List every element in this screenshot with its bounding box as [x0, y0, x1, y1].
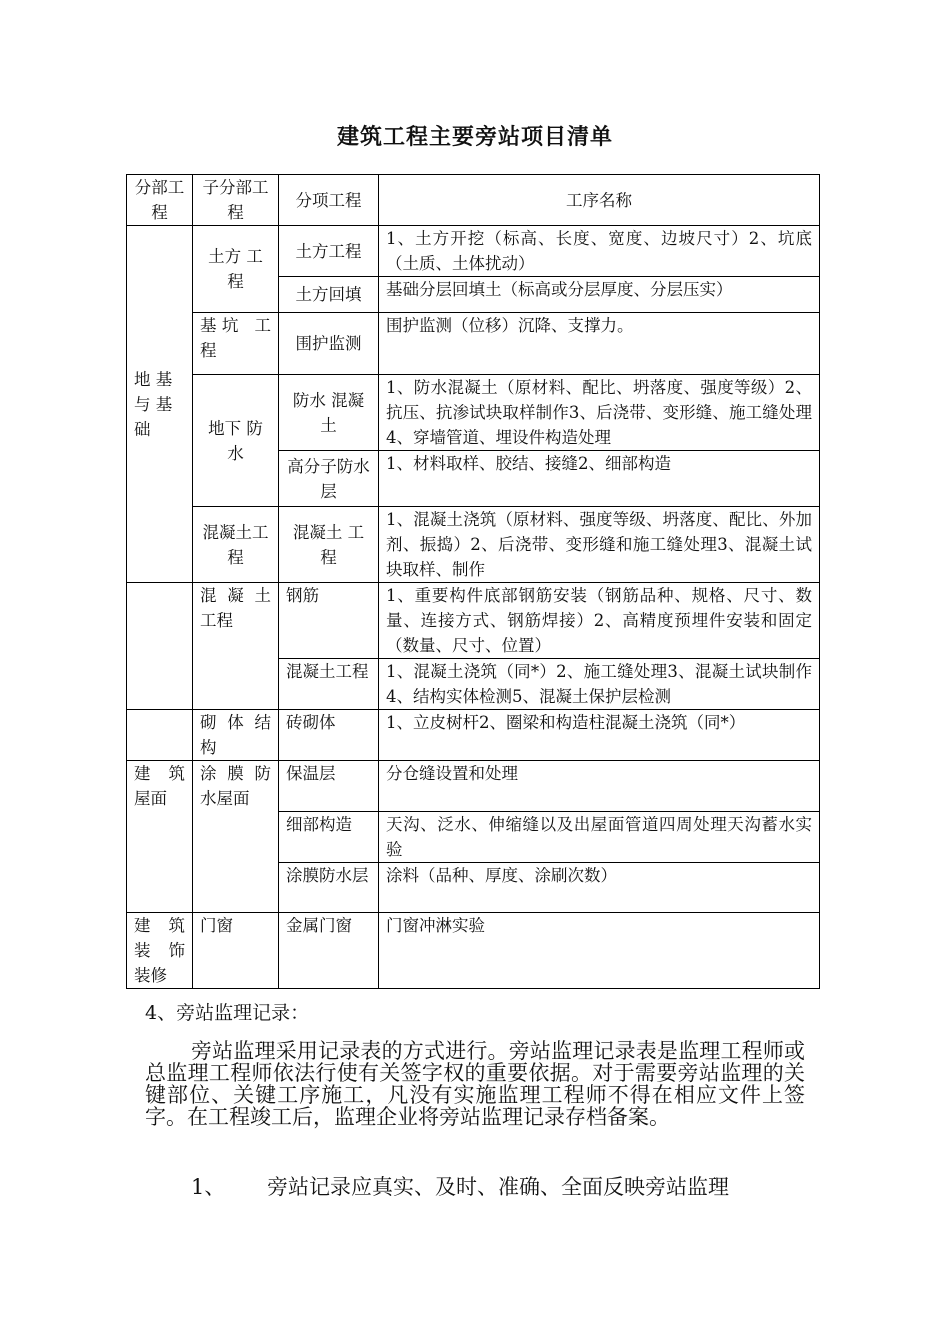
subpart-cell: 混凝土工程 — [193, 507, 279, 583]
item-cell: 土方回填 — [279, 277, 379, 313]
header-item: 分项工程 — [279, 175, 379, 226]
process-cell: 1、土方开挖（标高、长度、宽度、边坡尺寸）2、坑底（土质、土体扰动） — [379, 226, 820, 277]
part-cell — [127, 583, 193, 710]
part-cell: 地 基 与 基 础 — [127, 226, 193, 583]
item-cell: 钢筋 — [279, 583, 379, 659]
item-cell: 细部构造 — [279, 812, 379, 863]
table-row — [127, 375, 820, 451]
process-cell: 1、材料取样、胶结、接缝2、细部构造 — [379, 451, 820, 507]
process-cell: 门窗冲淋实验 — [379, 913, 820, 989]
header-part: 分部工程 — [127, 175, 193, 226]
table-row — [127, 913, 820, 989]
table-row — [127, 226, 820, 277]
item-cell: 围护监测 — [279, 313, 379, 375]
body-paragraph: 旁站监理采用记录表的方式进行。旁站监理记录表是监理工程师或总监理工程师依法行使有关签字权的重要依据。对于需要旁站监理的关键部位、关键工序施工，凡没有实施监理工程师不得在相应文件上签字。在工程竣工后，监理企业将旁站监理记录存档备案。 — [145, 1039, 805, 1129]
item-cell: 混凝土工程 — [279, 659, 379, 710]
list-item-text: 旁站记录应真实、及时、准确、全面反映旁站监理 — [267, 1175, 729, 1199]
item-cell: 土方工程 — [279, 226, 379, 277]
subpart-cell: 涂 膜 防水屋面 — [193, 761, 279, 913]
list-item-number: 1、 — [191, 1175, 226, 1199]
process-cell: 分仓缝设置和处理 — [379, 761, 820, 812]
section-heading: 4、旁站监理记录： — [145, 1002, 310, 1024]
subpart-cell: 门窗 — [193, 913, 279, 989]
table-header-row — [127, 175, 820, 226]
subpart-cell: 土方 工程 — [193, 226, 279, 313]
table-row — [127, 710, 820, 761]
header-process: 工序名称 — [379, 175, 820, 226]
list-item — [145, 1176, 805, 1198]
item-cell: 涂膜防水层 — [279, 863, 379, 913]
part-cell: 建 筑屋面 — [127, 761, 193, 913]
subpart-cell: 地下 防水 — [193, 375, 279, 507]
process-cell: 1、立皮树杆2、圈梁和构造柱混凝土浇筑（同*） — [379, 710, 820, 761]
table-row — [127, 583, 820, 659]
item-cell: 高分子防水层 — [279, 451, 379, 507]
supervision-items-table — [126, 174, 820, 989]
process-cell: 涂料（品种、厚度、涂刷次数） — [379, 863, 820, 913]
header-subpart: 子分部工程 — [193, 175, 279, 226]
item-cell: 保温层 — [279, 761, 379, 812]
process-cell: 1、混凝土浇筑（原材料、强度等级、坍落度、配比、外加剂、振捣）2、后浇带、变形缝和施工缝处理3、混凝土试块取样、制作 — [379, 507, 820, 583]
item-cell: 混凝土 工程 — [279, 507, 379, 583]
item-cell: 金属门窗 — [279, 913, 379, 989]
subpart-cell: 混 凝 土 工程 — [193, 583, 279, 710]
subpart-cell: 砌 体 结构 — [193, 710, 279, 761]
process-cell: 天沟、泛水、伸缩缝以及出屋面管道四周处理天沟蓄水实验 — [379, 812, 820, 863]
part-cell: 建 筑装 饰装修 — [127, 913, 193, 989]
process-cell: 1、防水混凝土（原材料、配比、坍落度、强度等级）2、抗压、抗渗试块取样制作3、后浇带、变形缝、施工缝处理4、穿墙管道、埋设件构造处理 — [379, 375, 820, 451]
table-row — [127, 313, 820, 375]
subpart-cell: 基坑 工程 — [193, 313, 279, 375]
table-row — [127, 761, 820, 812]
process-cell: 1、混凝土浇筑（同*）2、施工缝处理3、混凝土试块制作4、结构实体检测5、混凝土保护层检测 — [379, 659, 820, 710]
process-cell: 基础分层回填土（标高或分层厚度、分层压实） — [379, 277, 820, 313]
process-cell: 围护监测（位移）沉降、支撑力。 — [379, 313, 820, 375]
process-cell: 1、重要构件底部钢筋安装（钢筋品种、规格、尺寸、数量、连接方式、钢筋焊接）2、高精度预埋件安装和固定（数量、尺寸、位置） — [379, 583, 820, 659]
part-cell — [127, 710, 193, 761]
table-row — [127, 507, 820, 583]
document-title: 建筑工程主要旁站项目清单 — [336, 124, 613, 150]
item-cell: 防水 混凝土 — [279, 375, 379, 451]
item-cell: 砖砌体 — [279, 710, 379, 761]
